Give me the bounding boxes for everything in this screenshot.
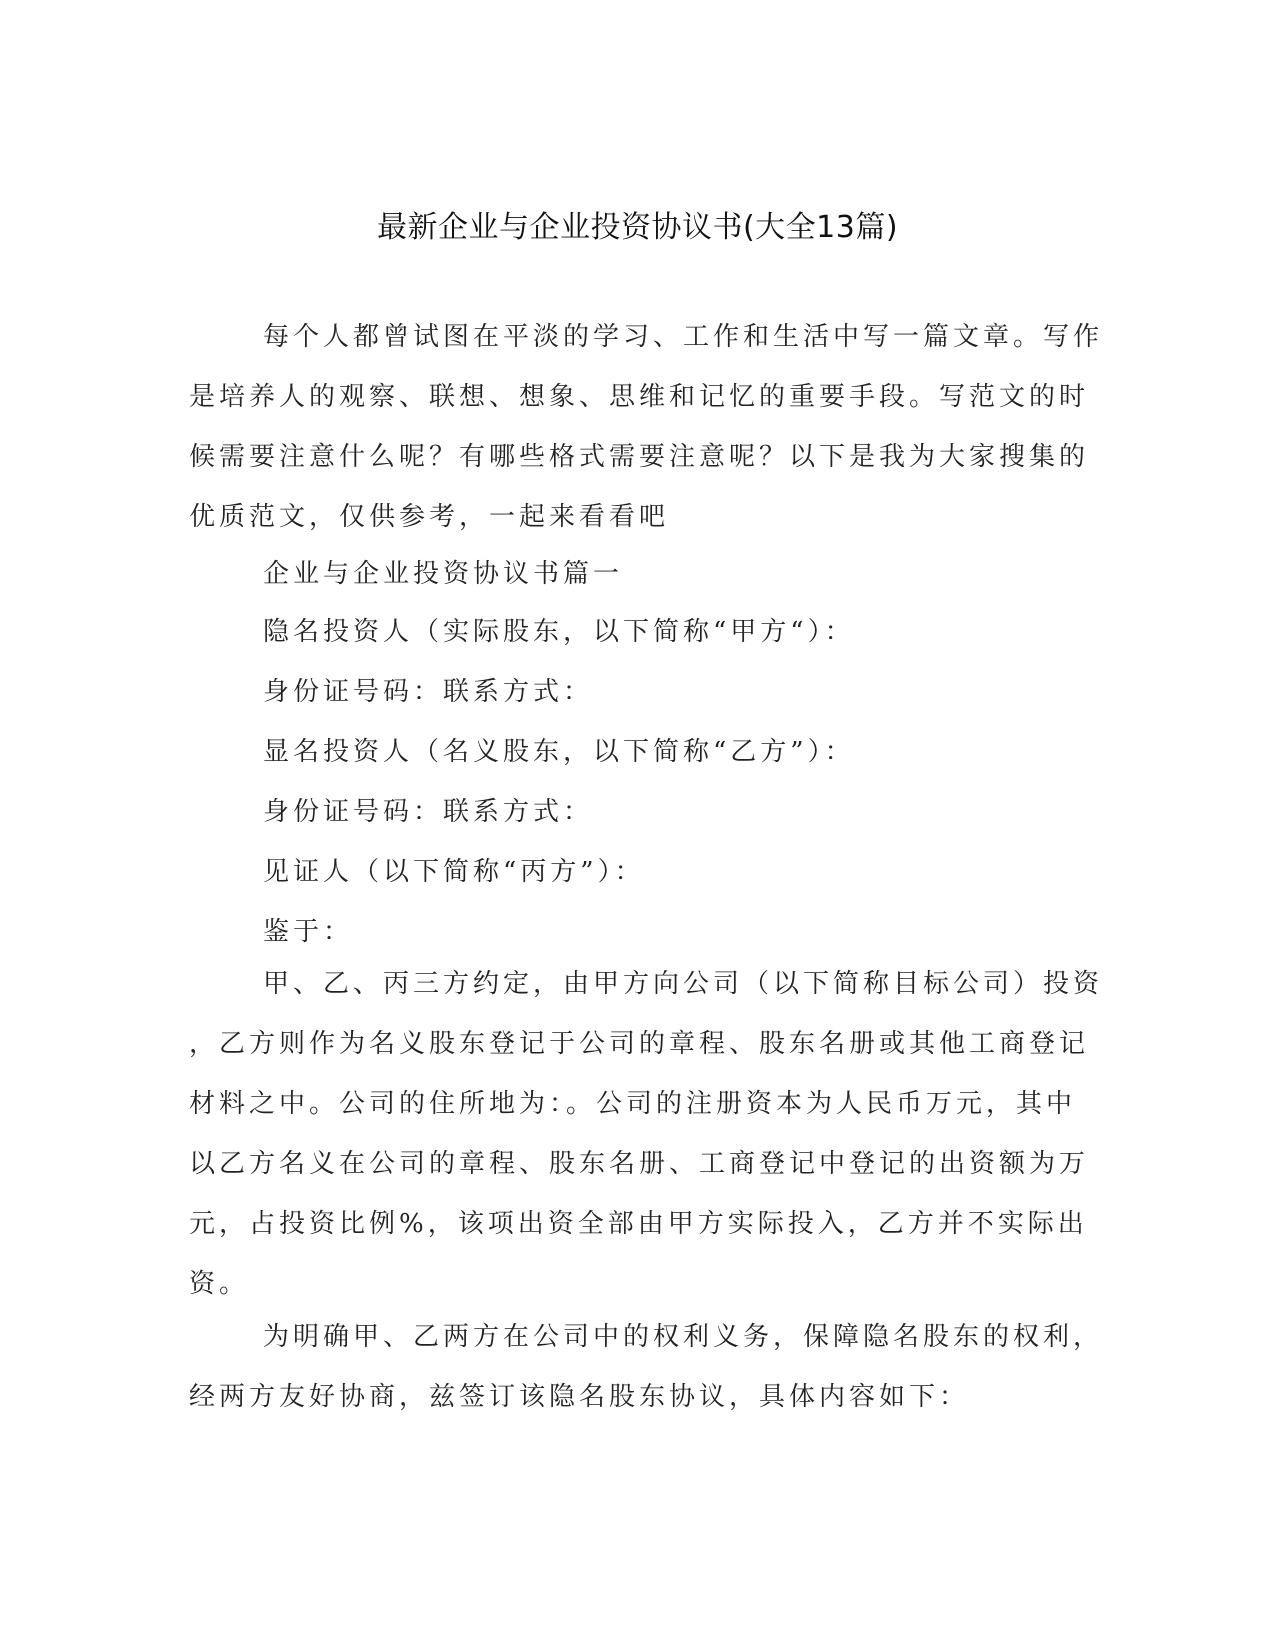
agreement-line: ，乙方则作为名义股东登记于公司的章程、股东名册或其他工商登记: [189, 1029, 1090, 1059]
party-line-id-contact: 身份证号码：联系方式：: [263, 677, 594, 707]
agreement-line: 材料之中。公司的住所地为：。公司的注册资本为人民币万元，其中: [189, 1089, 1077, 1119]
purpose-paragraph: [189, 1307, 1104, 1427]
agreement-line: 元，占投资比例%，该项出资全部由甲方实际投入，乙方并不实际出: [189, 1209, 1088, 1239]
document-title: 最新企业与企业投资协议书(大全13篇): [376, 210, 899, 245]
section-heading-text: 企业与企业投资协议书篇一: [263, 559, 624, 589]
purpose-line: 经两方友好协商，兹签订该隐名股东协议，具体内容如下：: [189, 1382, 970, 1412]
party-line-hidden-investor: 隐名投资人（实际股东，以下简称“甲方“）：: [263, 617, 855, 647]
intro-line: 每个人都曾试图在平淡的学习、工作和生活中写一篇文章。写作: [263, 322, 1104, 352]
party-line-witness: 见证人（以下简称“丙方”）：: [263, 857, 645, 887]
party-line-whereas: 鉴于：: [263, 917, 354, 947]
agreement-line: 甲、乙、丙三方约定，由甲方向公司（以下简称目标公司）投资: [263, 969, 1104, 999]
agreement-paragraph: [189, 954, 1104, 1314]
intro-line: 是培养人的观察、联想、想象、思维和记忆的重要手段。写范文的时: [189, 382, 1090, 412]
intro-line: 优质范文，仅供参考，一起来看看吧: [189, 502, 670, 532]
intro-line: 候需要注意什么呢？有哪些格式需要注意呢？以下是我为大家搜集的: [189, 442, 1090, 472]
party-line-nominal-investor: 显名投资人（名义股东，以下简称“乙方”）：: [263, 737, 855, 767]
agreement-line: 资。: [189, 1269, 250, 1299]
section-heading: [189, 544, 1079, 604]
agreement-line: 以乙方名义在公司的章程、股东名册、工商登记中登记的出资额为万: [189, 1149, 1090, 1179]
intro-paragraph: [189, 307, 1104, 547]
purpose-line: 为明确甲、乙两方在公司中的权利义务，保障隐名股东的权利，: [263, 1322, 1104, 1352]
parties-list: [189, 602, 1079, 962]
party-line-id-contact: 身份证号码：联系方式：: [263, 797, 594, 827]
